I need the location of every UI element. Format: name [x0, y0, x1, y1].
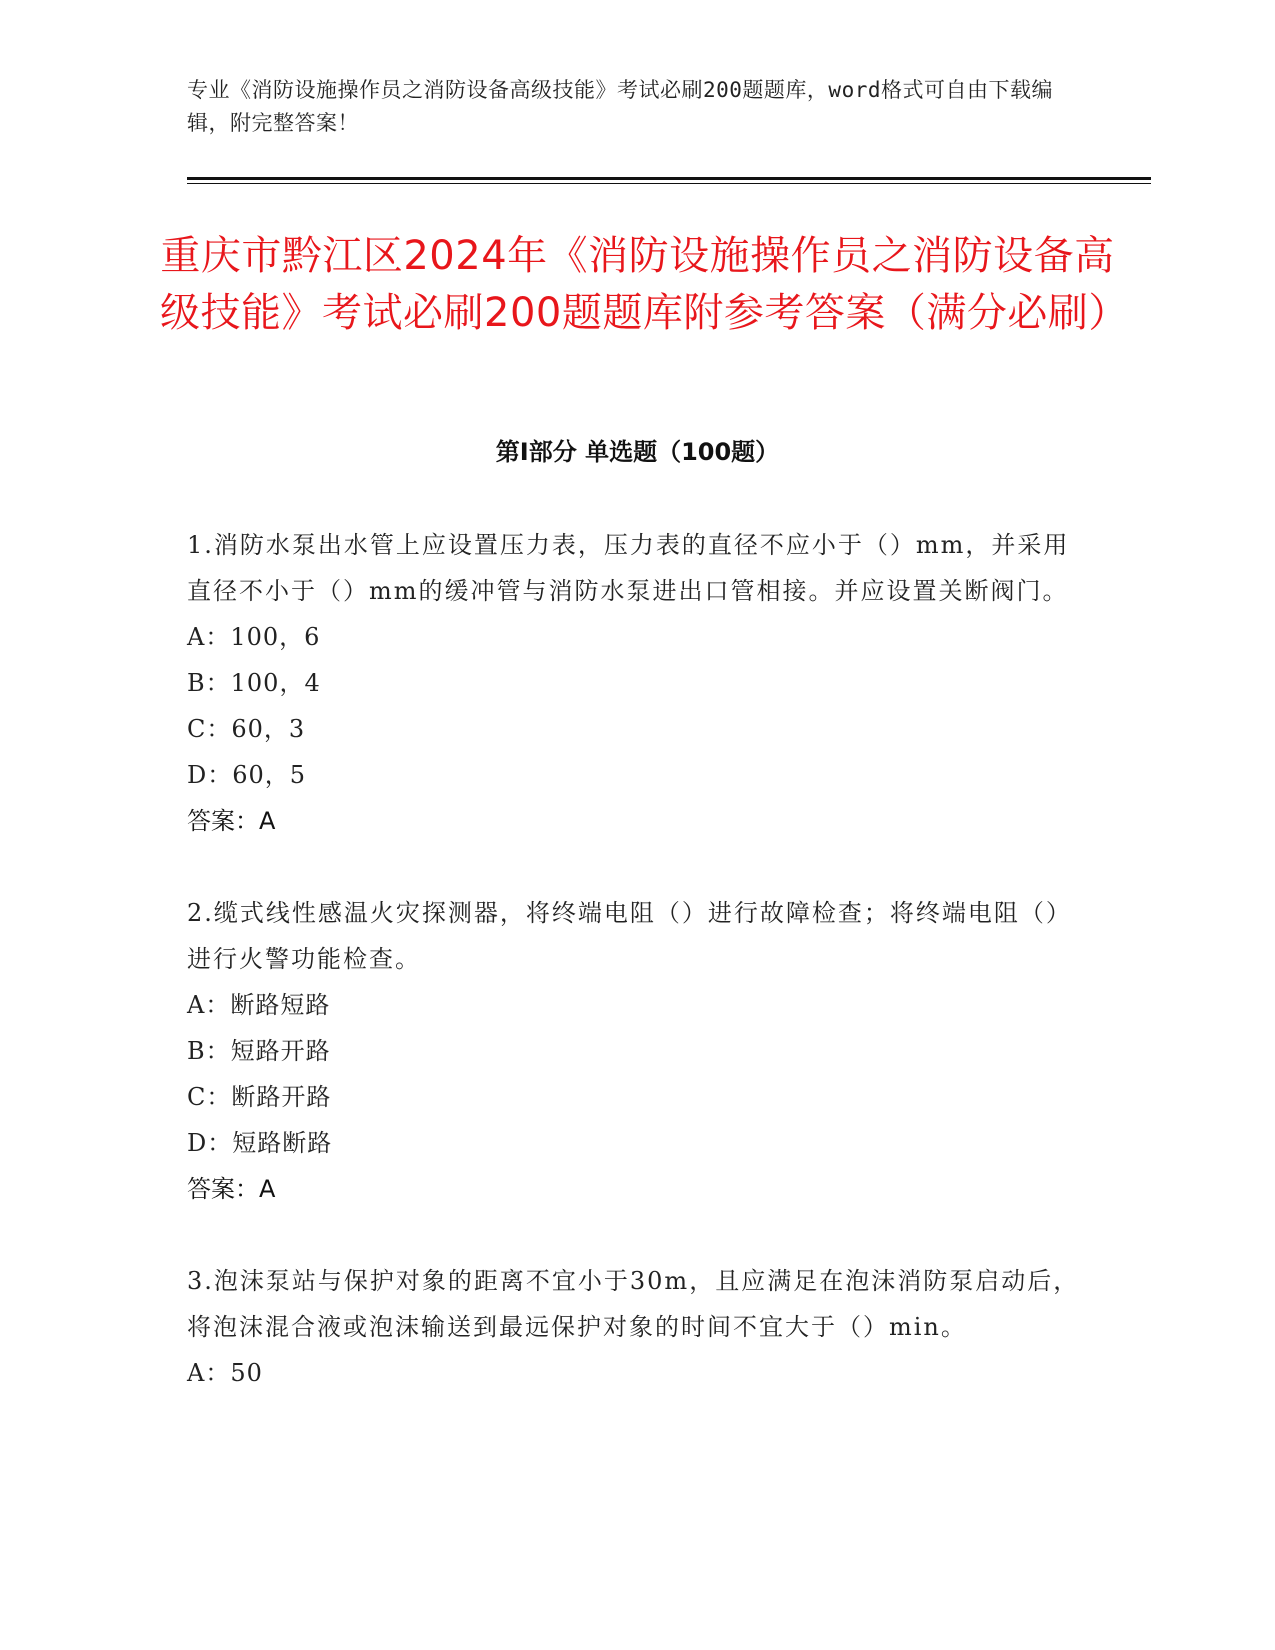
- question-option: D：短路断路: [187, 1129, 333, 1157]
- question-option: D：60，5: [187, 761, 307, 789]
- question-option: C：60，3: [187, 715, 306, 743]
- question-option: C：断路开路: [187, 1083, 332, 1111]
- question-answer: 答案：A: [187, 1175, 276, 1203]
- header-rule-thin: [187, 183, 1151, 184]
- question-option: A：断路短路: [187, 991, 331, 1019]
- question-stem: 1.消防水泵出水管上应设置压力表，压力表的直径不应小于（）mm，并采用直径不小于（）mm的缓冲管与消防水泵进出口管相接。并应设置关断阀门。: [187, 531, 1070, 605]
- question-2: [187, 890, 1087, 1212]
- question-option: B：短路开路: [187, 1037, 331, 1065]
- question-3: [187, 1258, 1087, 1396]
- question-option: B：100，4: [187, 669, 321, 697]
- document-title: 重庆市黔江区2024年《消防设施操作员之消防设备高级技能》考试必刷200题题库附参考答案（满分必刷）: [160, 233, 1129, 336]
- question-stem: 3.泡沫泵站与保护对象的距离不宜小于30m，且应满足在泡沫消防泵启动后，将泡沫混合液或泡沫输送到最远保护对象的时间不宜大于（）min。: [187, 1267, 1080, 1341]
- question-1: [187, 522, 1087, 844]
- question-option: A：50: [187, 1359, 263, 1387]
- header-rule-thick: [187, 177, 1151, 180]
- section-title: 第Ⅰ部分 单选题（100题）: [495, 438, 780, 466]
- header-note: 专业《消防设施操作员之消防设备高级技能》考试必刷200题题库，word格式可自由下载编辑，附完整答案！: [187, 78, 1053, 135]
- question-list: [187, 522, 1087, 1442]
- question-stem: 2.缆式线性感温火灾探测器，将终端电阻（）进行故障检查；将终端电阻（）进行火警功能检查。: [187, 899, 1072, 973]
- question-option: A：100，6: [187, 623, 321, 651]
- question-answer: 答案：A: [187, 807, 276, 835]
